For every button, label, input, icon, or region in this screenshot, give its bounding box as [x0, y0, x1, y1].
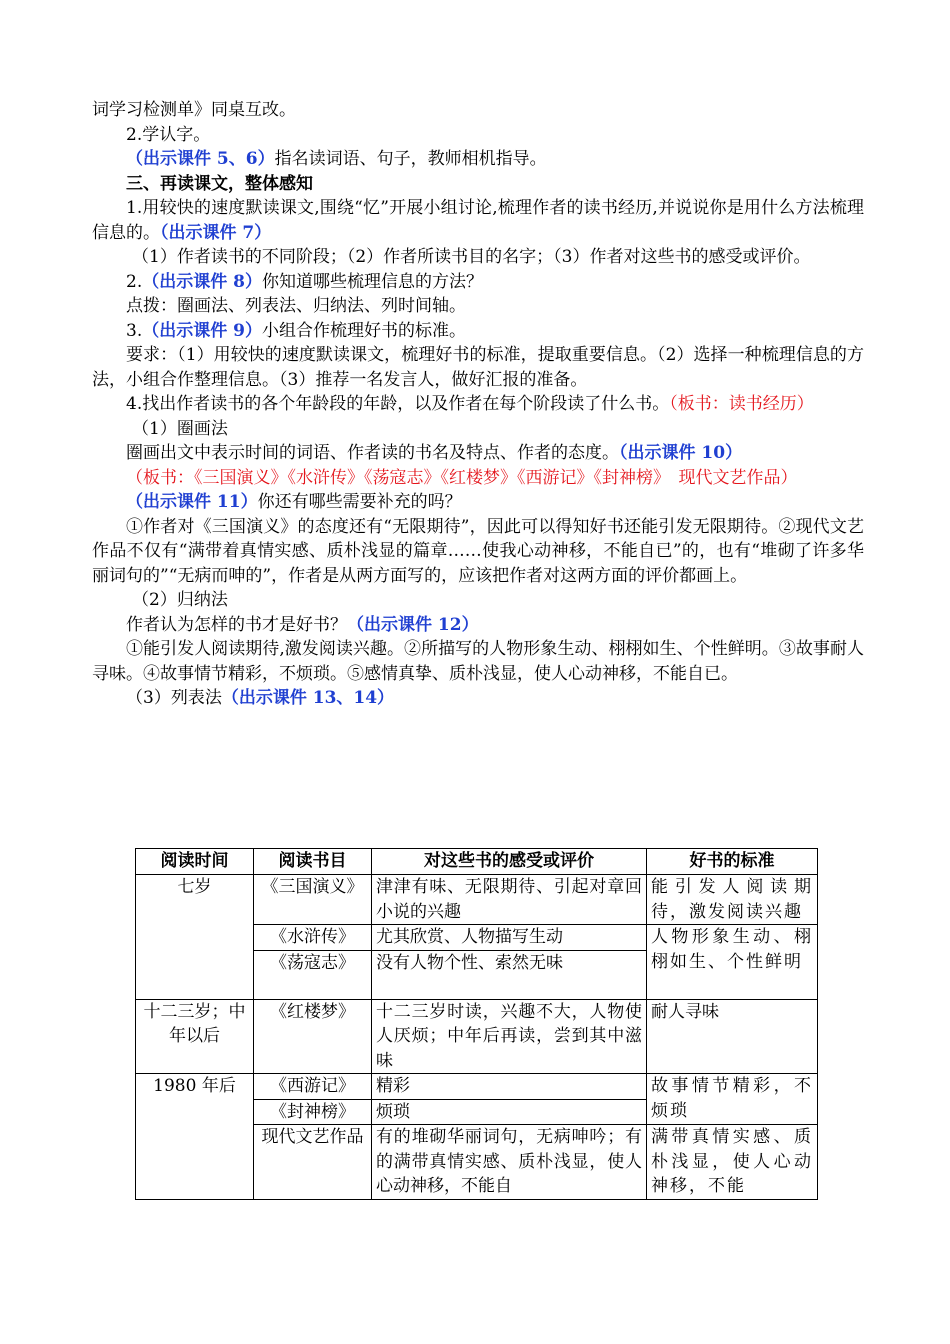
reading-table	[135, 848, 818, 1200]
cell-age: 1980 年后	[136, 1074, 254, 1200]
line-13	[92, 441, 864, 466]
line-9	[92, 319, 864, 344]
cell-book: 《红楼梦》	[254, 999, 372, 1074]
line-8: 点拨：圈画法、列表法、归纳法、列时间轴。	[126, 296, 466, 316]
line-11	[92, 392, 864, 417]
courseware-ref: （出示课件 13、14）	[221, 688, 395, 708]
courseware-ref: （出示课件 8）	[142, 271, 262, 292]
courseware-ref: （出示课件 10）	[619, 443, 743, 463]
courseware-ref: （出示课件 7）	[160, 222, 272, 243]
line-text: 1.用较快的速度默读课文,围绕“忆”开展小组讨论,梳理作者的读书经历,并说说你是用什么方法梳理信息的。	[92, 198, 864, 243]
cell-evaluation: 尤其欣赏、人物描写生动	[372, 925, 647, 951]
header-books: 阅读书目	[254, 849, 372, 875]
board-note: （板书：读书经历）	[669, 394, 814, 414]
line-15	[92, 490, 864, 515]
line-18	[92, 613, 864, 638]
header-standard: 好书的标准	[647, 849, 818, 875]
line-text: 作者认为怎样的书才是好书？	[126, 614, 347, 635]
line-12: （1）圈画法	[132, 418, 228, 439]
cell-standard: 满带真情实感、质朴浅显，使人心动神移，不能	[647, 1125, 818, 1200]
line-3	[92, 147, 864, 172]
cell-standard: 故事情节精彩，不烦琐	[647, 1074, 818, 1125]
cell-evaluation: 没有人物个性、索然无味	[372, 950, 647, 999]
cell-standard: 能引发人阅读期待，激发阅读兴趣	[647, 875, 818, 925]
line-text: 圈画出文中表示时间的词语、作者读的书名及特点、作者的态度。	[126, 443, 619, 463]
table-row	[136, 999, 818, 1074]
board-note: （板书：《三国演义》《水浒传》《荡寇志》《红楼梦》《西游记》《封神榜》 现代文艺作品）	[126, 467, 798, 488]
cell-book: 《封神榜》	[254, 1099, 372, 1125]
line-17: （2）归纳法	[132, 590, 228, 610]
item-number: 2.	[126, 271, 143, 292]
cell-evaluation: 津津有味、无限期待、引起对章回小说的兴趣	[372, 875, 647, 925]
item-number: 3.	[126, 320, 143, 341]
cell-standard: 人物形象生动、栩栩如生、个性鲜明	[647, 925, 818, 1000]
line-text: （3）列表法	[126, 688, 222, 708]
table-row	[136, 875, 818, 925]
header-evaluation: 对这些书的感受或评价	[372, 849, 647, 875]
cell-book: 《西游记》	[254, 1074, 372, 1100]
line-14	[92, 466, 864, 491]
line-10: 要求：（1）用较快的速度默读课文，梳理好书的标准，提取重要信息。（2）选择一种梳理信息的方法，小组合作整理信息。（3）推荐一名发言人，做好汇报的准备。	[92, 345, 864, 390]
line-7	[92, 270, 864, 295]
line-text: 你还有哪些需要补充的吗？	[257, 492, 462, 512]
document-body	[92, 98, 864, 1196]
cell-evaluation: 烦琐	[372, 1099, 647, 1125]
cell-age: 十二三岁；中年以后	[136, 999, 254, 1074]
cell-standard: 耐人寻味	[647, 999, 818, 1074]
section-heading: 三、再读课文，整体感知	[126, 173, 313, 194]
cell-evaluation: 十二三岁时读，兴趣不大，人物使人厌烦；中年后再读，尝到其中滋味	[372, 999, 647, 1074]
line-text: 4.找出作者读书的各个年龄段的年龄，以及作者在每个阶段读了什么书。	[126, 394, 670, 414]
courseware-ref: （出示课件 9）	[142, 320, 262, 341]
line-text: 小组合作梳理好书的标准。	[261, 320, 466, 341]
courseware-ref: （出示课件 11）	[126, 492, 258, 512]
line-16: ①作者对《三国演义》的态度还有“无限期待”，因此可以得知好书还能引发无限期待。②现代文艺作品不仅有“满带着真情实感、质朴浅显的篇章……使我心动神移，不能自已”的，也有“堆砌了许多华丽词句的”“无病而呻的”，作者是从两方面写的，应该把作者对这两方面的评价都画上。	[92, 516, 864, 586]
header-reading-time: 阅读时间	[136, 849, 254, 875]
line-6: （1）作者读书的不同阶段；（2）作者所读书目的名字；（3）作者对这些书的感受或评价。	[132, 247, 811, 267]
cell-book: 《水浒传》	[254, 925, 372, 951]
cell-evaluation: 有的堆砌华丽词句，无病呻吟；有的满带真情实感、质朴浅显，使人心动神移，不能自	[372, 1125, 647, 1200]
table-header-row	[136, 849, 818, 875]
line-20	[92, 686, 864, 711]
line-5	[92, 196, 864, 245]
line-2: 2.学认字。	[126, 124, 211, 145]
table-row	[136, 1074, 818, 1100]
line-text: 指名读词语、句子，教师相机指导。	[274, 149, 547, 169]
line-19: ①能引发人阅读期待,激发阅读兴趣。②所描写的人物形象生动、栩栩如生、个性鲜明。③故事耐人寻味。④故事情节精彩，不烦琐。⑤感情真挚、质朴浅显，使人心动神移，不能自已。	[92, 639, 864, 684]
courseware-ref: （出示课件 12）	[347, 614, 479, 635]
cell-evaluation: 精彩	[372, 1074, 647, 1100]
line-1: 词学习检测单》同桌互改。	[92, 100, 296, 120]
line-text: 你知道哪些梳理信息的方法？	[261, 271, 483, 292]
cell-age: 七岁	[136, 875, 254, 1000]
courseware-ref: （出示课件 5、6）	[126, 149, 275, 169]
cell-book: 《荡寇志》	[254, 950, 372, 999]
cell-book: 现代文艺作品	[254, 1125, 372, 1200]
cell-book: 《三国演义》	[254, 875, 372, 925]
